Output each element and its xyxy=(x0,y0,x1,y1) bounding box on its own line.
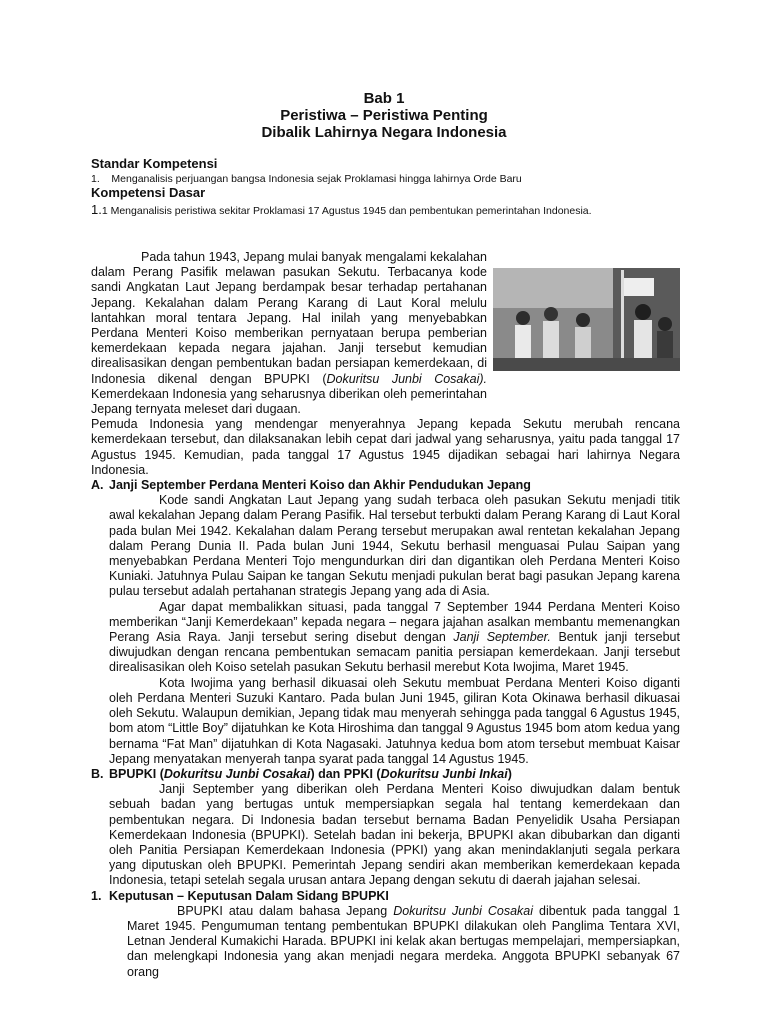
section-a-title: Janji September Perdana Menteri Koiso dan Akhir Pendudukan Jepang xyxy=(109,478,531,493)
kompetensi-dasar-item xyxy=(91,202,592,217)
section-b-title-part-2: ) dan PPKI ( xyxy=(310,766,381,781)
intro-paragraph-1-text-end: Kemerdekaan Indonesia yang seharusnya diberikan oleh pemerintahan Jepang ternyata meleset dari dugaan. xyxy=(91,386,487,417)
section-a-paragraph-2-text-end: Bentuk janji tersebut diwujudkan dengan rencana pembentukan semacam panitia persiapan kemerdekaan. Janji tersebut direalisasikan oleh Koiso setelah pasukan Sekutu berhasil merebut Kota Iwojima, Maret 1945. xyxy=(109,630,680,675)
section-a-paragraph-2-text: Agar dapat membalikkan situasi, pada tanggal 7 September 1944 Perdana Menteri Koiso memberikan “Janji Kemerdekaan” kepada negara – negara jajahan asalkan membantu memenangkan Perang Asia Raya. Janji tersebut sering disebut dengan xyxy=(109,599,680,645)
chapter-number: Bab 1 xyxy=(363,90,405,107)
section-b-paragraph-1: Janji September yang diberikan oleh Perdana Menteri Koiso diwujudkan dalam bentuk sebuah badan yang bertugas untuk mempersiapkan segala hal tentang kemerdekaan dan pembentukan negara. Di Indonesia badan tersebut bernama Badan Penyelidik Usaha Persiapan Kemerdekaan Indonesia (BPUPKI). Setelah badan ini bekerja, BPUPKI akan dibubarkan dan diganti oleh Panitia Persiapan Kemerdekaan Indonesia (PPKI) yang akan menindaklanjuti segala perkara yang diputuskan oleh BPUPKI. Pemerintah Jepang sendiri akan memberikan kemerdekaan kepada Indonesia, tetapi setelah segala urusan antara Jepang dengan sekutu di daerah jajahan selesai. xyxy=(109,782,680,888)
section-b-body xyxy=(91,782,680,888)
standar-kompetensi-heading: Standar Kompetensi xyxy=(91,156,218,171)
kompetensi-dasar-item-number: 1. xyxy=(91,202,102,217)
intro-paragraph-1 xyxy=(91,250,680,417)
section-a-paragraph-2-italic: Janji September. xyxy=(453,630,551,645)
kompetensi-dasar-heading: Kompetensi Dasar xyxy=(91,185,206,200)
section-b-title-part-1: BPUPKI ( xyxy=(109,766,164,781)
kompetensi-dasar-item-text: 1 Menganalisis peristiwa sekitar Proklamasi 17 Agustus 1945 dan pembentukan pemerintahan Indonesia. xyxy=(101,205,592,217)
intro-paragraph-1-italic: Dokuritsu Junbi Cosakai). xyxy=(326,371,487,386)
section-b-title-italic-1: Dokuritsu Junbi Cosakai xyxy=(163,766,311,781)
section-a-paragraph-1: Kode sandi Angkatan Laut Jepang yang sudah terbaca oleh pasukan Sekutu menjadi titik awal kekalahan Jepang dalam Perang Pasifik. Hal tersebut terbukti dalam Perang Karang di Laut Koral pada bulan Mei 1942. Kekalahan dalam Perang tersebut merupakan awal rentetan kekalahan Jepang dalam Perang Dunia II. Pada bulan Juni 1944, Sekutu berhasil menguasai Pulau Saipan yang menyebabkan Perdana Menteri Tojo mengundurkan diri dan digantikan oleh Perdana Menteri Koiso Kuniaki. Jatuhnya Pulau Saipan ke tangan Sekutu menjadi pukulan berat bagi pasukan Jepang karena pulau tersebut adalah pertahanan strategis Jepang yang ada di Asia. xyxy=(109,493,680,599)
standar-kompetensi-item: 1. Menganalisis perjuangan bangsa Indonesia sejak Proklamasi hingga lahirnya Orde Baru xyxy=(91,173,522,185)
subsection-1-heading xyxy=(91,889,680,904)
section-b-title-part-3: ) xyxy=(507,766,512,781)
subsection-1-italic: Dokuritsu Junbi Cosakai xyxy=(393,903,534,918)
section-a-paragraph-3: Kota Iwojima yang berhasil dikuasai oleh Sekutu membuat Perdana Menteri Koiso diganti oleh Perdana Menteri Suzuki Kantaro. Pada bulan Juni 1945, giliran Kota Okinawa berhasil dikuasai oleh Sekutu. Walaupun demikian, Jepang tidak mau menyerah sehingga pada tanggal 6 Agustus 1945, bom atom “Little Boy” dijatuhkan ke Kota Hiroshima dan tanggal 9 Agustus 1945 bom atom kedua yang bernama “Fat Man” dijatuhkan di Kota Nagasaki. Jatuhnya kedua bom atom tersebut membuat Kaisar Jepang menyatakan menyerah tanpa syarat pada tanggal 14 Agustus 1945. xyxy=(109,675,680,766)
section-a-number: A. xyxy=(91,478,104,493)
subsection-1-paragraph xyxy=(127,904,680,980)
section-a-heading xyxy=(91,478,680,493)
intro-section xyxy=(91,250,680,980)
chapter-title xyxy=(0,90,768,141)
subsection-1-text: BPUPKI atau dalam bahasa Jepang xyxy=(177,903,394,918)
intro-paragraph-2: Pemuda Indonesia yang mendengar menyerahnya Jepang kepada Sekutu merubah rencana kemerdekaan tersebut, dan dilaksanakan lebih cepat dari jadwal yang seharusnya, yaitu pada tanggal 17 Agustus 1945. Kemudian, pada tanggal 17 Agustus 1945 dijadikan sebagai hari lahirnya Negara Indonesia. xyxy=(91,417,680,477)
section-a-paragraph-2 xyxy=(109,600,680,676)
section-b-heading xyxy=(91,767,680,782)
section-a-body xyxy=(91,493,680,767)
subsection-1-body xyxy=(91,904,680,980)
photo-wrap-spacer xyxy=(487,266,680,388)
chapter-title-line-3: Dibalik Lahirnya Negara Indonesia xyxy=(261,124,507,141)
section-b-number: B. xyxy=(91,766,104,781)
subsection-1-title: Keputusan – Keputusan Dalam Sidang BPUPKI xyxy=(109,888,389,903)
subsection-1-number: 1. xyxy=(91,888,102,903)
subsection-1-text-end: dibentuk pada tanggal 1 Maret 1945. Pengumuman tentang pembentukan BPUPKI dilakukan oleh Panglima Tentara XVI, Letnan Jenderal Kumakichi Harada. BPUPKI ini kelak akan bertugas mempelajari, mempersiapkan, dan melengkapi Indonesia yang akan menjadi negara merdeka. Anggota BPUPKI sebanyak 67 orang xyxy=(127,903,680,979)
section-b-title-italic-2: Dokuritsu Junbi Inkai xyxy=(380,766,508,781)
chapter-title-line-2: Peristiwa – Peristiwa Penting xyxy=(280,107,488,124)
intro-paragraph-1-text: Pada tahun 1943, Jepang mulai banyak mengalami kekalahan dalam Perang Pasifik melawan pasukan Sekutu. Terbacanya kode sandi Angkatan Laut Jepang berdampak besar terhadap pertahanan Jepang. Kekalahan dalam Perang Karang di Laut Koral melulu lantahkan moral tentara Jepang. Hal inilah yang menyebabkan Perdana Menteri Koiso memberikan pernyataan berupa pemberian kemerdekaan kepada negara jajahan. Janji tersebut kemudian direalisasikan dengan pembentukan badan persiapan kemerdekaan, di Indonesia dikenal dengan BPUPKI ( xyxy=(91,250,487,386)
